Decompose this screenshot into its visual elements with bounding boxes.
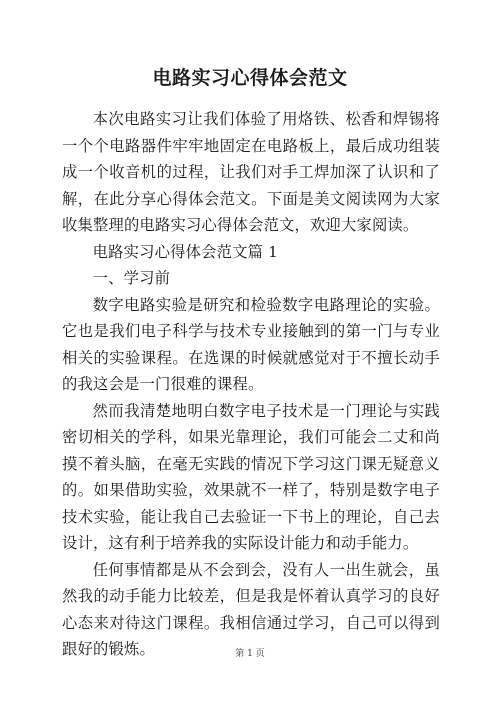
paragraph-body: 然而我清楚地明白数字电子技术是一门理论与实践密切相关的学科，如果光靠理论，我们可能会二丈和尚摸不着头脑，在毫无实践的情况下学习这门课无疑意义的。如果借助实验，效果就不一样了，特别是数字电子技术实验，能让我自己去验证一下书上的理论，自己去设计，这有利于培养我的实际设计能力和动手能力。 xyxy=(62,401,440,552)
document-title: 电路实习心得体会范文 xyxy=(152,67,348,89)
page-number: 第 1 页 xyxy=(235,649,265,659)
paragraph-body: 数字电路实验是研究和检验数字电路理论的实验。它也是我们电子科学与技术专业接触到的第一门与专业相关的实验课程。在选课的时候就感觉对于不擅长动手的我这会是一门很难的课程。 xyxy=(62,295,440,393)
document-body xyxy=(62,106,440,663)
section-heading: 电路实习心得体会范文篇 1 xyxy=(92,242,279,261)
paragraph-body: 任何事情都是从不会到会，没有人一出生就会，虽然我的动手能力比较差，但是我是怀着认真学习的良好心态来对待这门课程。我相信通过学习，自己可以得到跟好的锻炼。 xyxy=(62,560,440,658)
paragraph-intro: 本次电路实习让我们体验了用烙铁、松香和焊锡将一个个电路器件牢牢地固定在电路板上，最后成功组装成一个收音机的过程，让我们对手工焊加深了认识和了解，在此分享心得体会范文。下面是美文阅读网为大家收集整理的电路实习心得体会范文，欢迎大家阅读。 xyxy=(62,110,440,234)
subsection-heading: 一、学习前 xyxy=(92,269,171,287)
